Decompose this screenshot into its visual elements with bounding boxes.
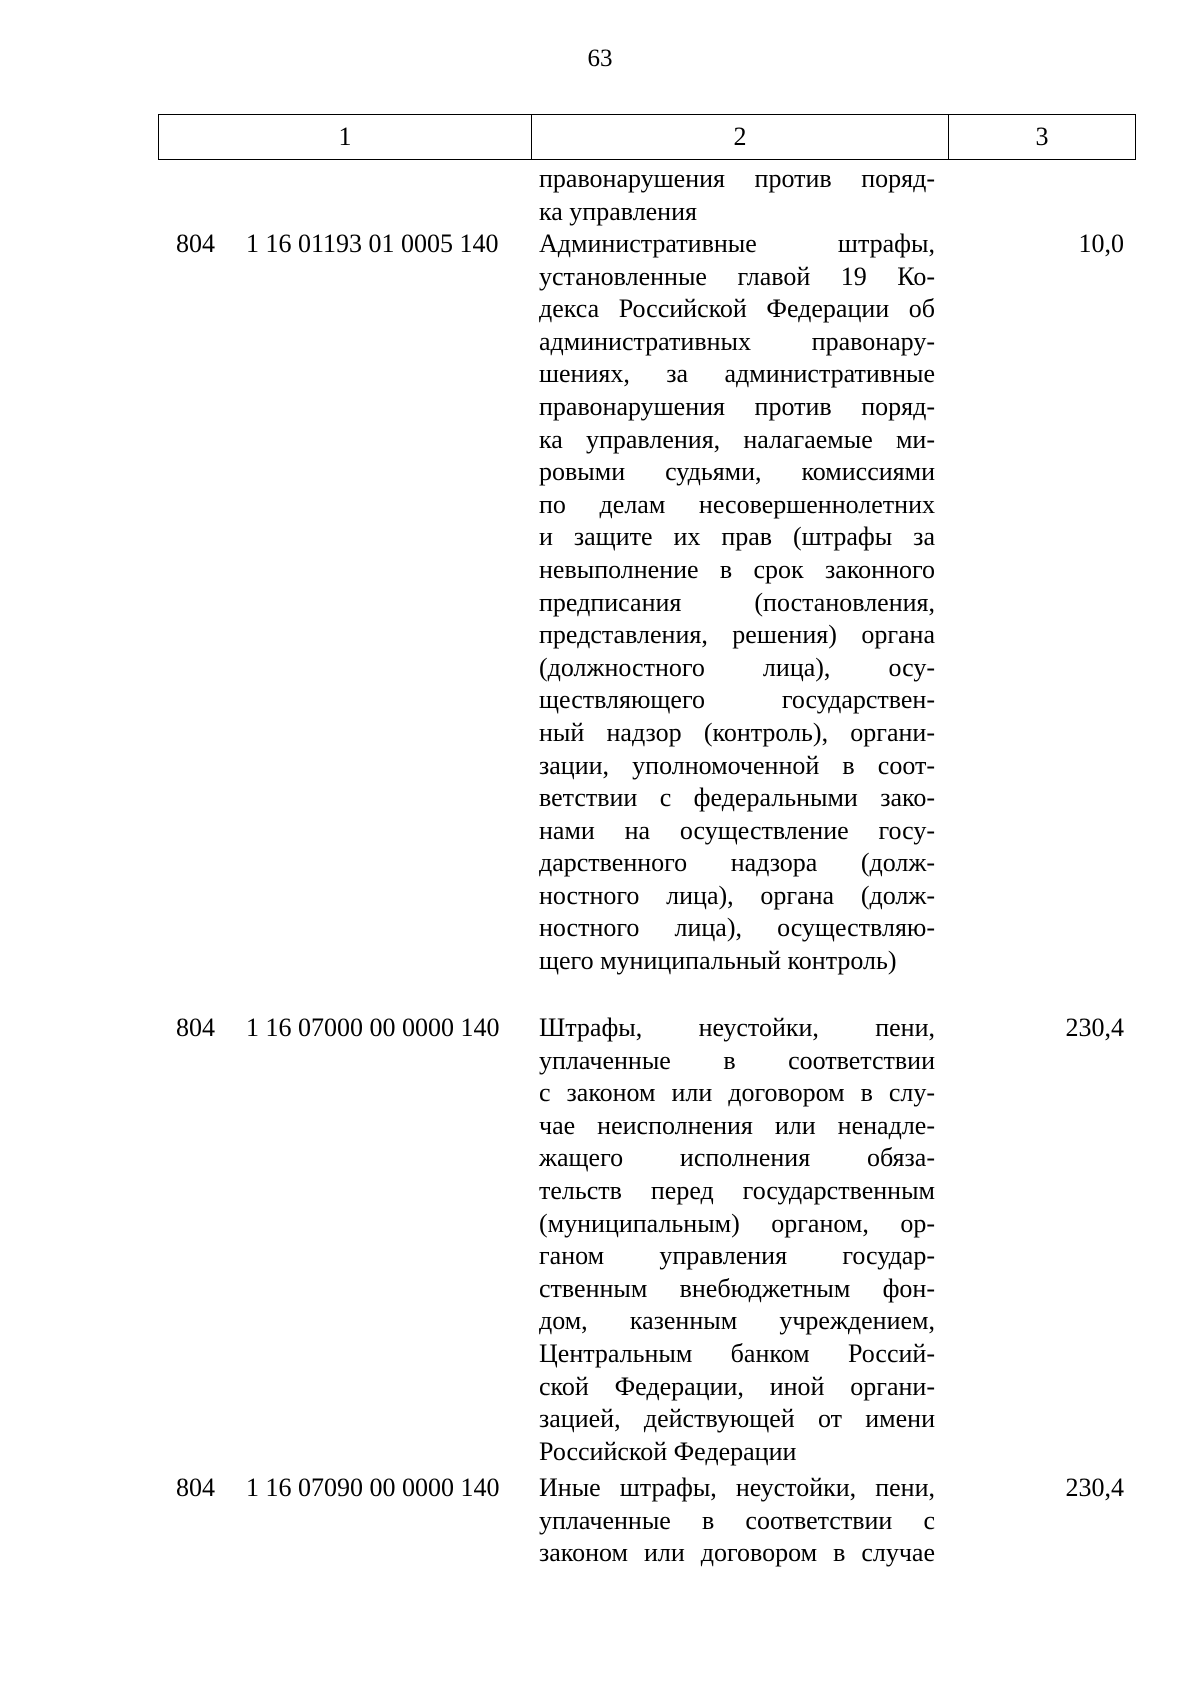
header-col-3: 3 xyxy=(949,115,1136,160)
description-line: предписания (постановления, xyxy=(539,587,935,617)
description-line: законом или договором в случае xyxy=(539,1538,935,1568)
description-line: (должностного лица), осу- xyxy=(539,652,935,682)
description-line: с законом или договором в слу- xyxy=(539,1078,935,1108)
budget-classification-code: 1 16 07000 00 0000 140 xyxy=(246,1013,500,1042)
description-line: ка управления, налагаемые ми- xyxy=(539,424,935,454)
description-line: дарственного надзора (долж- xyxy=(539,848,935,878)
description-line: чае неисполнения или ненадле- xyxy=(539,1110,935,1140)
admin-code: 804 xyxy=(176,1473,215,1502)
description-line: ветствии с федеральными зако- xyxy=(539,783,935,813)
description-line: зации, уполномоченной в соот- xyxy=(539,750,935,780)
description-line: Российской Федерации xyxy=(539,1436,797,1466)
description-line: зацией, действующей от имени xyxy=(539,1404,935,1434)
header-col-2: 2 xyxy=(532,115,949,160)
description-line: жащего исполнения обяза- xyxy=(539,1143,935,1173)
description-line: Штрафы, неустойки, пени, xyxy=(539,1013,935,1042)
revenue-description xyxy=(539,1012,935,1468)
description-line: по делам несовершеннолетних xyxy=(539,489,935,519)
description-line: невыполнение в срок законного xyxy=(539,554,935,584)
amount: 230,4 xyxy=(1065,1013,1124,1042)
description-line: ностного лица), органа (долж- xyxy=(539,880,935,910)
description-line: ровыми судьями, комиссиями xyxy=(539,457,935,487)
admin-code: 804 xyxy=(176,1013,215,1042)
description-line: ганом управления государ- xyxy=(539,1241,935,1271)
header-row xyxy=(159,115,1136,160)
description-line: ностного лица), осуществляю- xyxy=(539,913,935,943)
description-line: ской Федерации, иной органи- xyxy=(539,1371,935,1401)
description-line: Иные штрафы, неустойки, пени, xyxy=(539,1473,935,1502)
description-line: (муниципальным) органом, ор- xyxy=(539,1208,935,1238)
header-col-1: 1 xyxy=(159,115,532,160)
description-line: Центральным банком Россий- xyxy=(539,1338,935,1368)
description-line: уплаченные в соответствии с xyxy=(539,1505,935,1535)
description-line: ществляющего государствен- xyxy=(539,685,935,715)
revenue-description xyxy=(539,228,935,978)
description-line: шениях, за административные xyxy=(539,359,935,389)
continued-description xyxy=(539,163,935,228)
budget-classification-code: 1 16 01193 01 0005 140 xyxy=(246,229,499,258)
table-header xyxy=(158,114,1136,160)
description-line: и защите их прав (штрафы за xyxy=(539,522,935,552)
description-line: ственным внебюджетным фон- xyxy=(539,1273,935,1303)
description-line: установленные главой 19 Ко- xyxy=(539,261,935,291)
description-line: представления, решения) органа xyxy=(539,620,935,650)
description-line: правонарушения против поряд- xyxy=(539,391,935,421)
admin-code: 804 xyxy=(176,229,215,258)
amount: 230,4 xyxy=(1065,1473,1124,1502)
page-number: 63 xyxy=(587,45,613,72)
description-line: уплаченные в соответствии xyxy=(539,1045,935,1075)
amount: 10,0 xyxy=(1078,229,1124,258)
description-line: ный надзор (контроль), органи- xyxy=(539,717,935,747)
description-line: ка управления xyxy=(539,196,697,226)
budget-classification-code: 1 16 07090 00 0000 140 xyxy=(246,1473,500,1502)
description-line: Административные штрафы, xyxy=(539,229,935,258)
description-line: правонарушения против поряд- xyxy=(539,164,935,193)
description-line: щего муниципальный контроль) xyxy=(539,946,897,976)
description-line: декса Российской Федерации об xyxy=(539,294,935,324)
description-line: дом, казенным учреждением, xyxy=(539,1306,935,1336)
description-line: административных правонару- xyxy=(539,326,935,356)
description-line: нами на осуществление госу- xyxy=(539,815,935,845)
description-line: тельств перед государственным xyxy=(539,1175,935,1205)
revenue-description xyxy=(539,1472,935,1570)
